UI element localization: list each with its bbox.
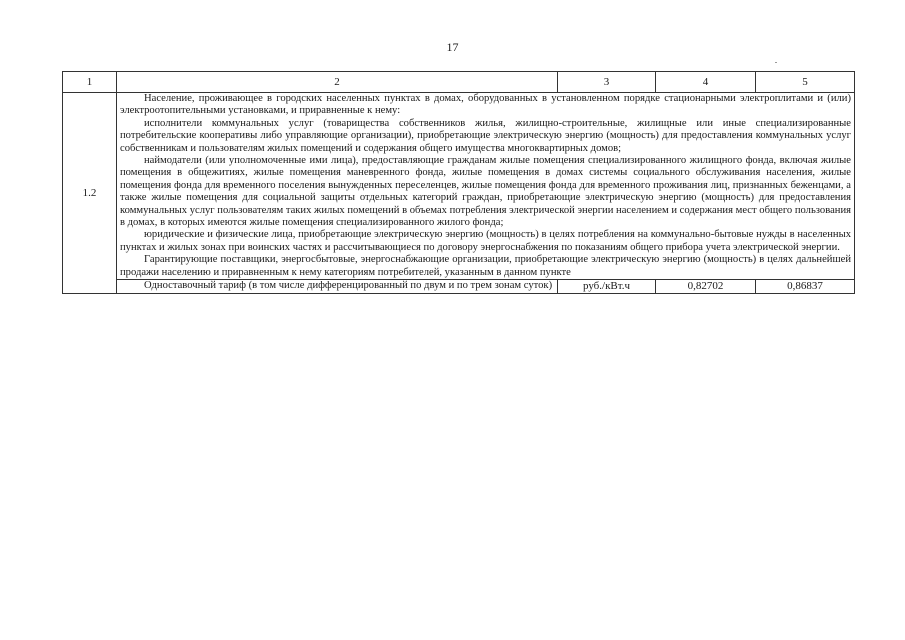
- tariff-unit: руб./кВт.ч: [558, 280, 656, 293]
- header-col-5: 5: [756, 72, 855, 93]
- tariff-row: [63, 280, 855, 293]
- header-col-1: 1: [63, 72, 117, 93]
- category-description: [117, 93, 855, 280]
- tariff-value-1: 0,82702: [656, 280, 756, 293]
- header-col-2: 2: [117, 72, 558, 93]
- description-paragraph: Гарантирующие поставщики, энергосбытовые, энергоснабжающие организации, приобретающие электрическую энергию (мощность) в целях дальнейшей продажи населению и приравненным к нему категориям потребителей, указанным в данном пункте: [120, 254, 851, 278]
- tariff-table: [62, 71, 855, 294]
- header-row: [63, 72, 855, 93]
- description-paragraph: наймодатели (или уполномоченные ими лица), предоставляющие гражданам жилые помещения специализированного жилищного фонда, включая жилые помещения в общежитиях, жилые помещения маневренного фонда, жилые помещения в домах системы социального обслуживания населения, жилые помещения фонда для временного поселения вынужденных переселенцев, жилые помещения фонда для временного проживания лиц, признанных беженцами, а также жилые помещения для социальной защиты отдельных категорий граждан, приобретающие электрическую энергию (мощность) для предоставления коммунальных услуг пользователям таких жилых помещений в объемах потребления электрической энергии населением и содержания мест общего пользования в домах, в которых имеются жилые помещения специализированного жилого фонда;: [120, 155, 851, 229]
- tariff-label-cell: [117, 280, 558, 293]
- description-paragraph: юридические и физические лица, приобретающие электрическую энергию (мощность) в целях потребления на коммунально-бытовые нужды в населенных пунктах и жилых зонах при воинских частях и рассчитывающиеся по договору энергоснабжения по показаниям общего прибора учета электрической энергии.: [120, 229, 851, 253]
- description-paragraph: Население, проживающее в городских населенных пунктах в домах, оборудованных в установленном порядке стационарными электроплитами и (или) электроотопительными установками, и приравненные к нему:: [120, 93, 851, 117]
- header-col-4: 4: [656, 72, 756, 93]
- row-number: 1.2: [63, 93, 117, 294]
- header-col-3: 3: [558, 72, 656, 93]
- scan-speck: [775, 62, 777, 63]
- description-paragraph: исполнители коммунальных услуг (товарищества собственников жилья, жилищно-строительные, жилищные или иные специализированные потребительские кооперативы либо управляющие организации), приобретающие электрическую энергию (мощность) для предоставления коммунальных услуг собственникам и пользователям жилых помещений и содержания общего имущества многоквартирных домов;: [120, 117, 851, 154]
- tariff-label: Одноставочный тариф (в том числе дифференцированный по двум и по трем зонам суток): [144, 280, 553, 292]
- category-row: [63, 93, 855, 280]
- tariff-value-2: 0,86837: [756, 280, 855, 293]
- page-number: 17: [446, 40, 459, 54]
